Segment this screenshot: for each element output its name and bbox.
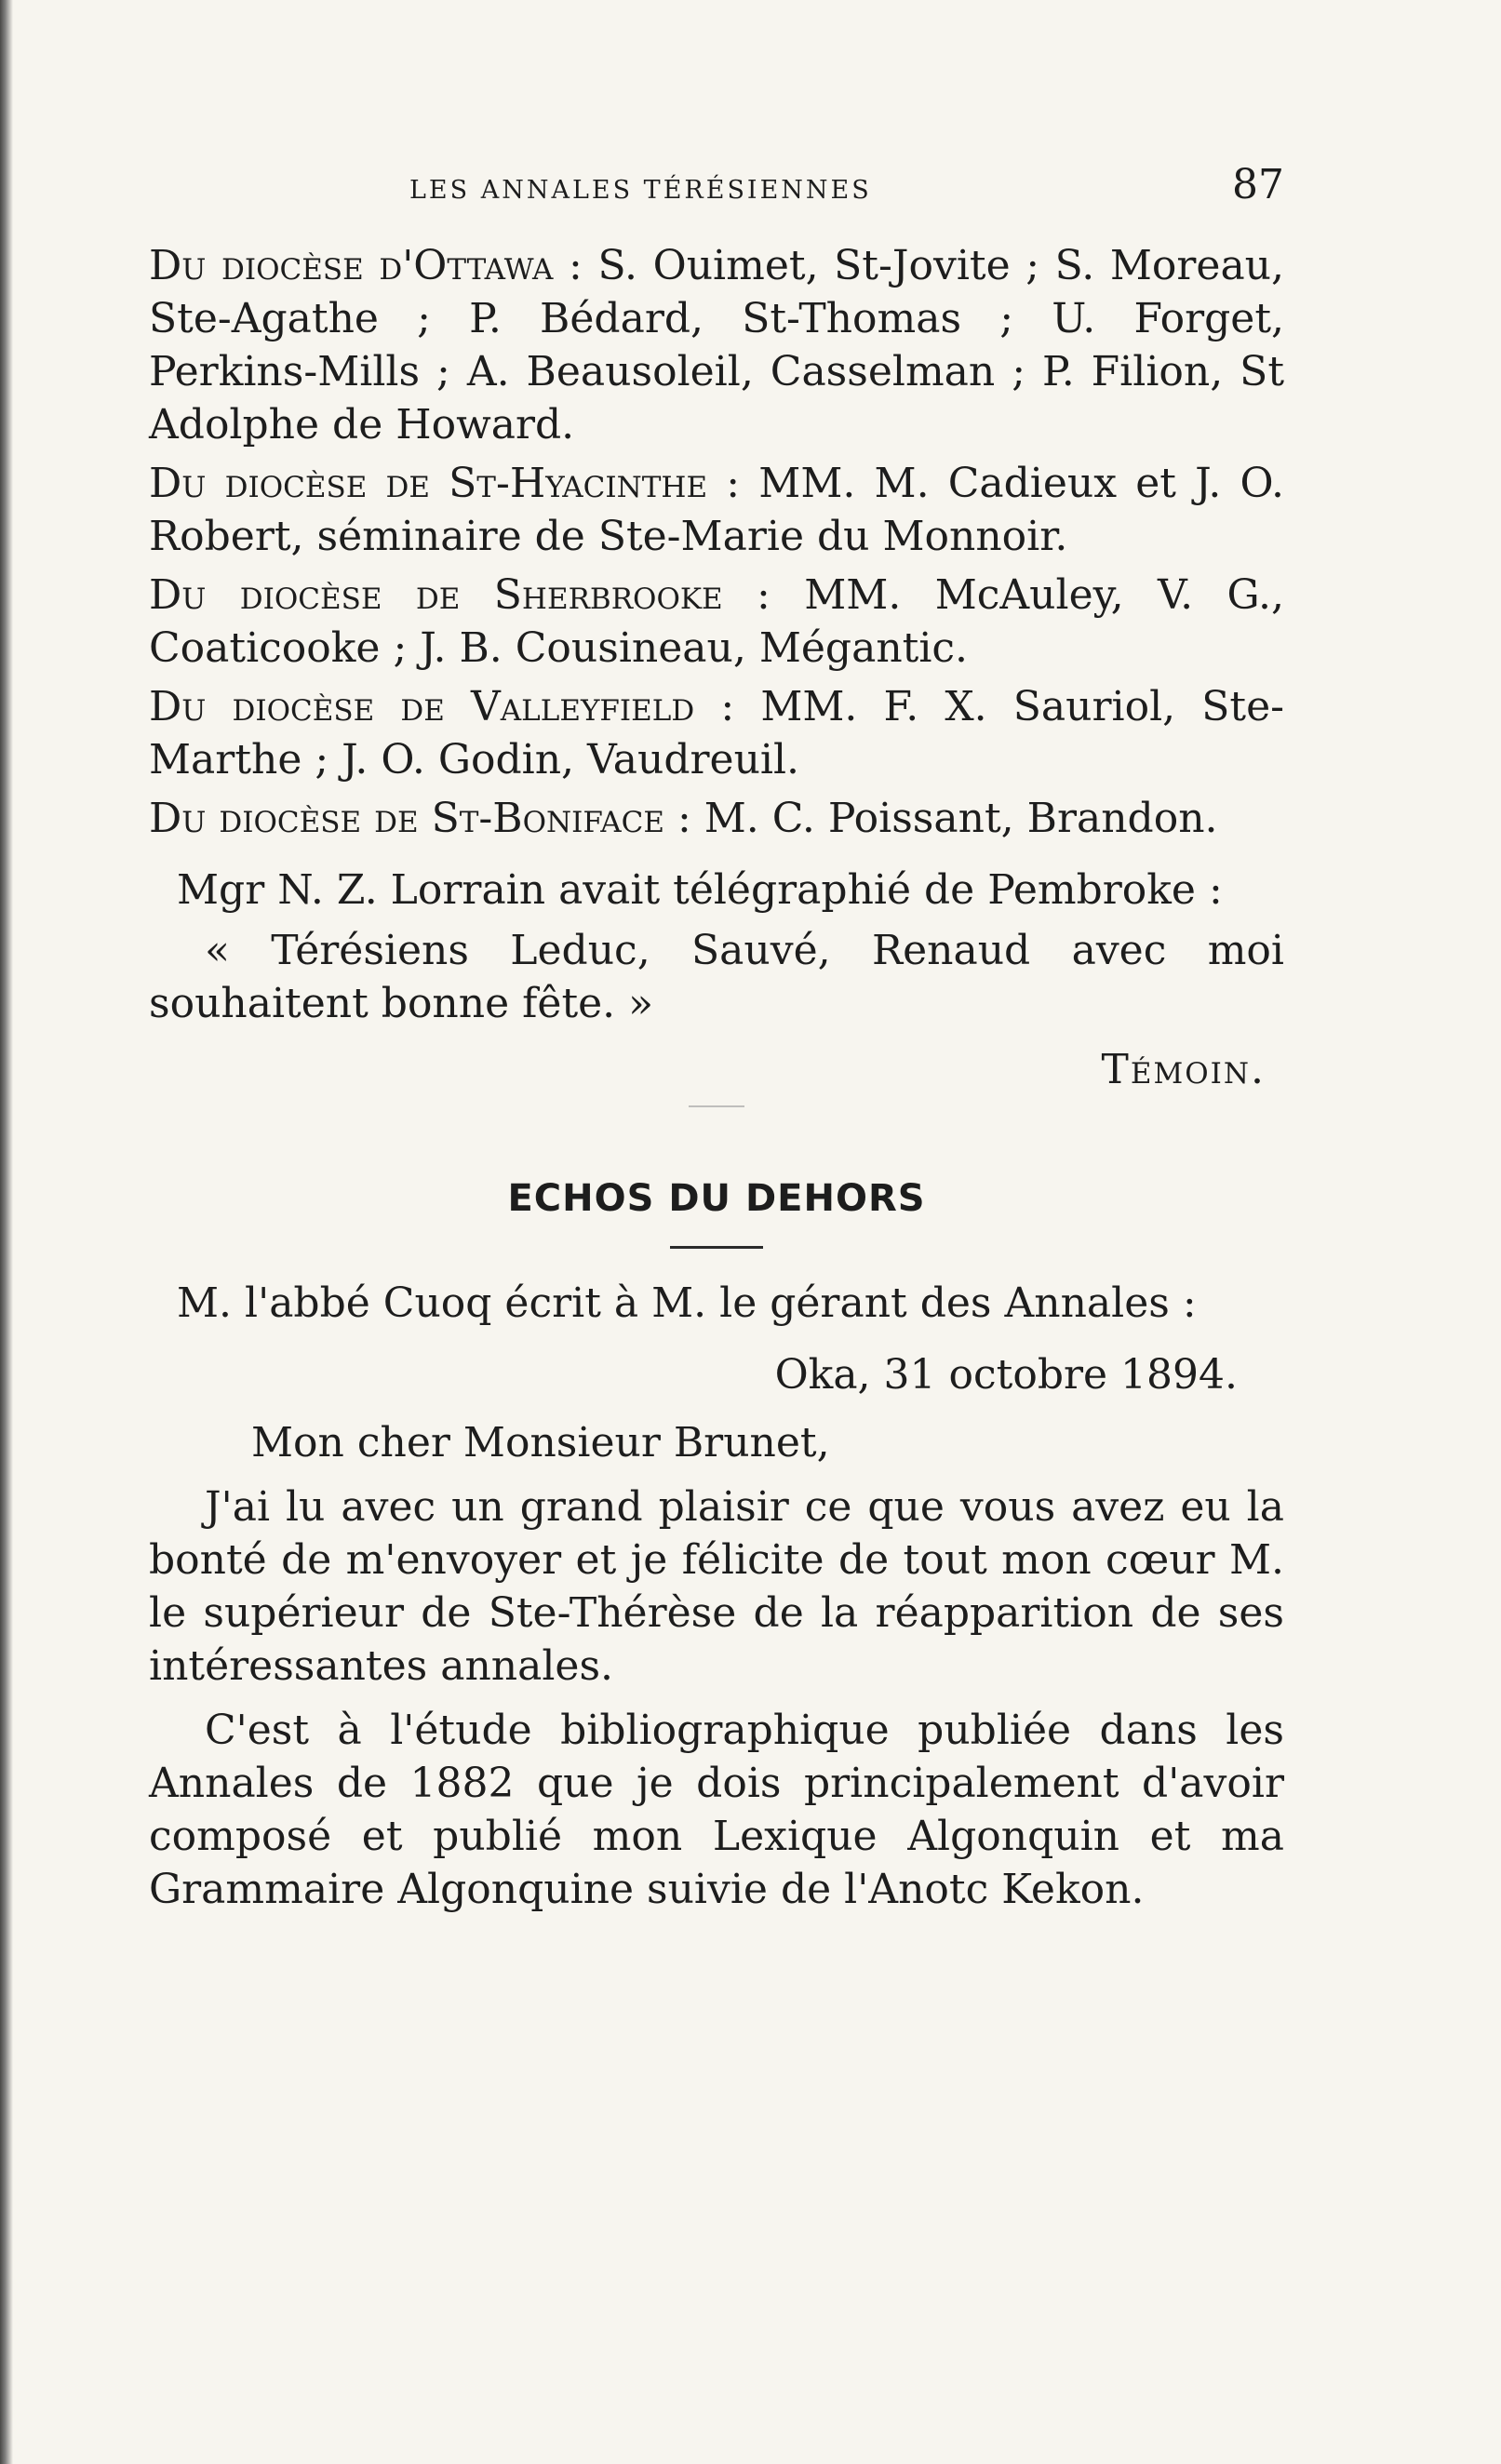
entry-st-boniface [149,792,1284,845]
entry-separator: : [663,795,704,842]
entry-st-hyacinthe [149,457,1284,563]
entry-diocese: diocèse de St-Hyacinthe [224,460,708,507]
entry-text: M. C. Poissant, Brandon. [704,795,1218,842]
letter-paragraph-1: J'ai lu avec un grand plaisir ce que vous avez eu la bonté de m'envoyer et je félicite de tout mon cœur M. le supérieur de Ste-Thérèse de la réapparition de ses intéressantes annales. [149,1483,1284,1690]
entry-diocese: diocèse d'Ottawa [221,242,554,289]
short-divider [689,1105,744,1107]
entry-text: MM. M. Cadieux et J. O. Robert, séminaire de Ste-Marie du Monnoir. [149,460,1284,560]
telegram-intro: Mgr N. Z. Lorrain avait télégraphié de Pembroke : [177,866,1223,914]
section-title: ECHOS DU DEHORS [507,1177,926,1220]
entry-separator: : [707,460,759,507]
entry-separator: : [722,571,805,619]
signature: Témoin. [1101,1046,1266,1093]
letter-dateline: Oka, 31 octobre 1894. [774,1351,1238,1399]
page-number: 87 [1232,161,1284,208]
entry-sherbrooke [149,569,1284,675]
entry-separator: : [553,242,598,289]
entry-diocese: diocèse de Sherbrooke [239,571,723,619]
book-page [149,158,1284,1916]
entry-du: Du [149,683,207,730]
page-binding-edge [0,0,13,2464]
page-header [149,158,1284,217]
running-head: LES ANNALES TÉRÉSIENNES [409,176,872,205]
entry-du: Du [149,242,207,289]
letter-paragraph-2: C'est à l'étude bibliographique publiée dans les Annales de 1882 que je dois principalement d'avoir composé et publié mon Lexique Algonquin et ma Grammaire Algonquine suivie de l'Anotc Kekon. [149,1707,1284,1913]
entry-separator: : [694,683,761,730]
entry-ottawa [149,239,1284,451]
entry-du: Du [149,571,207,619]
section-rule [670,1246,763,1249]
entry-text: S. Ouimet, St-Jovite ; S. Moreau, Ste-Agathe ; P. Bédard, St-Thomas ; U. Forget, Perkins-Mills ; A. Beausoleil, Casselman ; P. Filion, St Adolphe de Howard. [149,242,1284,449]
entry-text: MM. McAuley, V. G., Coaticooke ; J. B. Cousineau, Mégantic. [149,571,1284,672]
letter-salutation: Mon cher Monsieur Brunet, [251,1419,830,1466]
entry-diocese: diocèse de St-Boniface [219,795,664,842]
entry-valleyfield [149,680,1284,786]
entry-text: MM. F. X. Sauriol, Ste-Marthe ; J. O. Godin, Vaudreuil. [149,683,1284,783]
entry-diocese: diocèse de Valleyfield [232,683,695,730]
telegram-text: « Térésiens Leduc, Sauvé, Renaud avec moi souhaitent bonne fête. » [149,927,1284,1027]
entry-du: Du [149,460,207,507]
letter-intro: M. l'abbé Cuoq écrit à M. le gérant des Annales : [177,1279,1197,1327]
entry-du: Du [149,795,207,842]
